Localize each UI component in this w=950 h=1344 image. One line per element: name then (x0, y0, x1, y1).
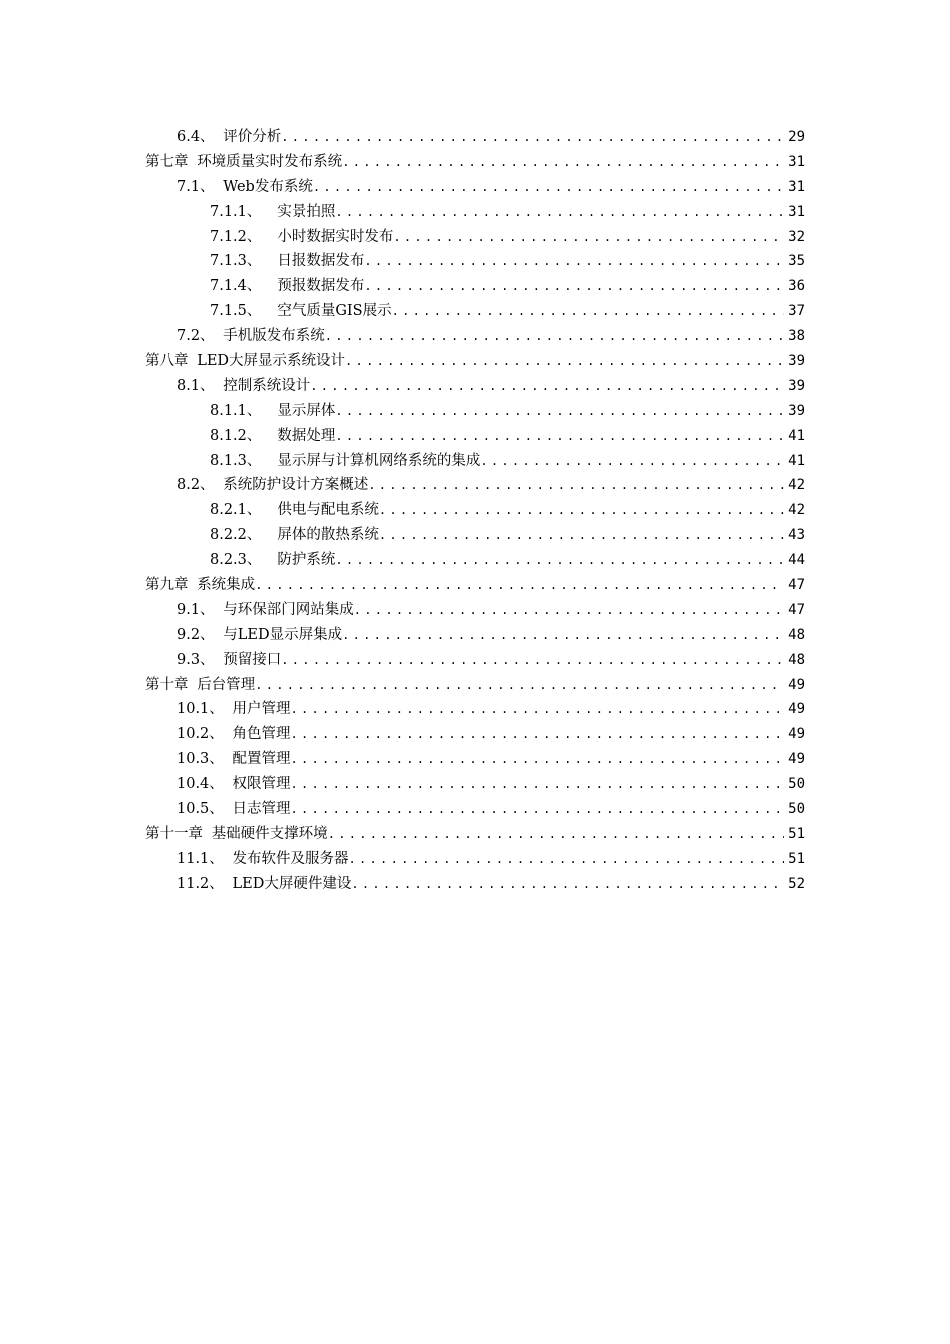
toc-dot-leader (351, 872, 784, 897)
toc-dot-leader (325, 324, 784, 349)
toc-entry-number: 6.4、 (177, 129, 215, 145)
toc-entry-number: 7.1.5、 (210, 303, 262, 320)
toc-entry[interactable] (0, 623, 950, 648)
toc-entry[interactable] (0, 847, 950, 872)
toc-entry[interactable] (0, 772, 950, 797)
toc-entry-title: 后台管理 (197, 676, 256, 693)
toc-entry-number: 8.2.2、 (210, 527, 262, 544)
toc-dot-leader (313, 175, 784, 200)
toc-entry[interactable] (0, 573, 950, 598)
toc-entry[interactable] (0, 598, 950, 623)
toc-entry[interactable] (0, 523, 950, 548)
toc-entry-number: 11.1、 (177, 850, 224, 867)
toc-entry-title: 屏体的散热系统 (277, 527, 379, 544)
toc-entry-text (210, 399, 335, 424)
toc-dot-leader (379, 523, 784, 548)
toc-page-number: 50 (788, 801, 805, 818)
toc-entry-title: 权限管理 (232, 776, 291, 793)
toc-entry[interactable] (0, 274, 950, 299)
toc-entry-number: 第九章 (145, 577, 189, 594)
toc-page-number: 32 (788, 228, 805, 245)
toc-page-number: 51 (788, 825, 805, 842)
table-of-contents (0, 125, 950, 897)
toc-page-number: 47 (788, 601, 805, 618)
toc-entry-title: Web发布系统 (223, 178, 313, 195)
toc-page-number: 39 (788, 353, 805, 370)
toc-entry-number: 8.1.2、 (210, 427, 262, 444)
toc-entry-number: 9.2、 (177, 626, 215, 643)
toc-dot-leader (281, 648, 784, 673)
toc-entry[interactable] (0, 374, 950, 399)
toc-entry-text (210, 523, 379, 548)
toc-entry-text (177, 473, 368, 498)
toc-page-number: 39 (788, 402, 805, 419)
toc-entry[interactable] (0, 200, 950, 225)
toc-page-number: 49 (788, 676, 805, 693)
toc-entry-title: 日报数据发布 (277, 253, 365, 270)
toc-entry-text (177, 722, 290, 747)
toc-entry-text (177, 872, 351, 897)
toc-entry[interactable] (0, 424, 950, 449)
toc-entry-text (210, 498, 379, 523)
toc-entry-text (177, 125, 281, 150)
toc-page-number: 31 (788, 178, 805, 195)
toc-dot-leader (290, 772, 784, 797)
toc-entry-number: 7.1.4、 (210, 278, 262, 295)
toc-entry[interactable] (0, 722, 950, 747)
toc-entry-title: 手机版发布系统 (223, 328, 325, 345)
toc-entry-title: 数据处理 (277, 427, 336, 444)
toc-entry-number: 9.1、 (177, 601, 215, 618)
toc-entry-text (145, 822, 328, 847)
toc-entry-title: 与环保部门网站集成 (223, 601, 354, 618)
toc-entry[interactable] (0, 673, 950, 698)
toc-entry-title: 用户管理 (232, 701, 291, 718)
toc-dot-leader (342, 623, 784, 648)
toc-entry[interactable] (0, 349, 950, 374)
toc-entry-number: 8.2.3、 (210, 552, 262, 569)
toc-entry-title: 空气质量GIS展示 (277, 303, 392, 320)
toc-entry[interactable] (0, 498, 950, 523)
toc-entry-number: 第七章 (145, 153, 189, 170)
toc-page-number: 31 (788, 153, 805, 170)
toc-page-number: 51 (788, 850, 805, 867)
toc-entry-text (177, 648, 281, 673)
toc-entry-number: 10.4、 (177, 776, 224, 793)
toc-page-number: 44 (788, 552, 805, 569)
toc-entry-title: 系统防护设计方案概述 (223, 477, 369, 494)
toc-page-number: 39 (788, 377, 805, 394)
toc-entry-number: 第十章 (145, 676, 189, 693)
toc-page-number: 42 (788, 502, 805, 519)
toc-entry[interactable] (0, 449, 950, 474)
toc-entry-title: LED大屏硬件建设 (232, 875, 352, 892)
toc-page-number: 38 (788, 328, 805, 345)
toc-dot-leader (335, 200, 784, 225)
toc-entry-number: 7.2、 (177, 328, 215, 345)
toc-dot-leader (290, 797, 784, 822)
toc-entry-text (210, 249, 364, 274)
toc-entry-title: 基础硬件支撑环境 (211, 825, 328, 842)
toc-entry-text (210, 200, 335, 225)
toc-page-number: 47 (788, 577, 805, 594)
toc-page-number: 49 (788, 726, 805, 743)
toc-dot-leader (290, 697, 784, 722)
toc-entry-title: 防护系统 (277, 552, 336, 569)
toc-entry[interactable] (0, 797, 950, 822)
toc-page-number: 29 (788, 129, 805, 145)
toc-entry[interactable] (0, 324, 950, 349)
toc-entry-title: 显示屏与计算机网络系统的集成 (277, 452, 481, 469)
toc-page-number: 41 (788, 452, 805, 469)
toc-entry-text (177, 598, 354, 623)
toc-entry-text (177, 847, 348, 872)
toc-entry[interactable] (0, 822, 950, 847)
toc-entry-number: 9.3、 (177, 651, 215, 668)
toc-entry[interactable] (0, 249, 950, 274)
toc-page-number: 41 (788, 427, 805, 444)
toc-entry-number: 10.2、 (177, 726, 224, 743)
toc-entry-title: 评价分析 (223, 129, 282, 145)
toc-entry-title: 预留接口 (223, 651, 282, 668)
toc-entry-title: 小时数据实时发布 (277, 228, 394, 245)
toc-entry[interactable] (0, 150, 950, 175)
toc-entry-number: 8.2.1、 (210, 502, 262, 519)
toc-entry-text (177, 175, 313, 200)
toc-dot-leader (354, 598, 784, 623)
toc-entry-text (210, 548, 335, 573)
toc-dot-leader (290, 722, 784, 747)
toc-page-number: 37 (788, 303, 805, 320)
toc-page-number: 52 (788, 875, 805, 892)
toc-entry[interactable] (0, 225, 950, 250)
toc-entry-title: 日志管理 (232, 801, 291, 818)
toc-dot-leader (348, 847, 784, 872)
toc-entry-number: 8.1、 (177, 377, 215, 394)
toc-entry-number: 7.1.2、 (210, 228, 262, 245)
toc-entry-text (177, 772, 290, 797)
toc-entry-text (210, 225, 393, 250)
toc-entry-number: 第八章 (145, 353, 189, 370)
toc-entry-text (177, 747, 290, 772)
toc-entry[interactable] (0, 747, 950, 772)
toc-entry-text (210, 449, 480, 474)
toc-dot-leader (364, 274, 784, 299)
toc-entry-text (145, 150, 342, 175)
toc-entry-title: LED大屏显示系统设计 (197, 353, 346, 370)
toc-entry-number: 8.1.3、 (210, 452, 262, 469)
toc-dot-leader (290, 747, 784, 772)
toc-dot-leader (281, 125, 784, 150)
toc-entry[interactable] (0, 648, 950, 673)
toc-entry-text (145, 349, 345, 374)
toc-dot-leader (345, 349, 784, 374)
toc-entry-number: 10.1、 (177, 701, 224, 718)
toc-page-number: 49 (788, 751, 805, 768)
toc-entry-number: 10.3、 (177, 751, 224, 768)
toc-page-number: 48 (788, 626, 805, 643)
toc-entry-title: 配置管理 (232, 751, 291, 768)
toc-entry-number: 11.2、 (177, 875, 224, 892)
toc-page-number: 31 (788, 203, 805, 220)
toc-entry-number: 7.1.3、 (210, 253, 262, 270)
toc-dot-leader (480, 449, 784, 474)
toc-entry-text (210, 424, 335, 449)
toc-entry-title: 环境质量实时发布系统 (197, 153, 343, 170)
toc-page-number: 36 (788, 278, 805, 295)
toc-dot-leader (328, 822, 784, 847)
toc-entry-title: 与LED显示屏集成 (223, 626, 343, 643)
toc-entry[interactable] (0, 548, 950, 573)
toc-entry-title: 角色管理 (232, 726, 291, 743)
toc-entry-title: 实景拍照 (277, 203, 336, 220)
toc-page-number: 42 (788, 477, 805, 494)
toc-dot-leader (364, 249, 784, 274)
toc-dot-leader (392, 299, 784, 324)
toc-entry-text (210, 299, 392, 324)
toc-page-number: 48 (788, 651, 805, 668)
toc-entry-title: 预报数据发布 (277, 278, 365, 295)
toc-entry-text (177, 623, 342, 648)
toc-entry-title: 显示屏体 (277, 402, 336, 419)
toc-entry-number: 10.5、 (177, 801, 224, 818)
toc-dot-leader (335, 548, 784, 573)
toc-dot-leader (393, 225, 784, 250)
toc-entry-text (210, 274, 364, 299)
toc-entry-number: 8.1.1、 (210, 402, 262, 419)
toc-entry-text (145, 673, 255, 698)
toc-entry-text (177, 797, 290, 822)
toc-entry-text (177, 697, 290, 722)
toc-dot-leader (255, 673, 784, 698)
toc-page-number: 50 (788, 776, 805, 793)
toc-entry[interactable] (0, 299, 950, 324)
toc-entry-title: 控制系统设计 (223, 377, 311, 394)
toc-dot-leader (255, 573, 784, 598)
toc-dot-leader (342, 150, 784, 175)
toc-dot-leader (379, 498, 784, 523)
toc-page-number: 35 (788, 253, 805, 270)
toc-entry[interactable] (0, 473, 950, 498)
toc-entry-text (145, 573, 255, 598)
toc-dot-leader (335, 399, 784, 424)
toc-entry-number: 7.1、 (177, 178, 215, 195)
toc-entry-title: 供电与配电系统 (277, 502, 379, 519)
toc-entry-text (177, 374, 310, 399)
toc-entry-title: 发布软件及服务器 (232, 850, 349, 867)
toc-dot-leader (368, 473, 784, 498)
toc-entry-title: 系统集成 (197, 577, 256, 594)
toc-dot-leader (310, 374, 784, 399)
toc-entry[interactable] (0, 175, 950, 200)
toc-entry-number: 第十一章 (145, 825, 203, 842)
toc-entry-number: 8.2、 (177, 477, 215, 494)
toc-entry[interactable] (0, 872, 950, 897)
toc-entry[interactable] (0, 125, 950, 150)
toc-page-number: 43 (788, 527, 805, 544)
toc-entry[interactable] (0, 697, 950, 722)
toc-entry-text (177, 324, 325, 349)
toc-entry[interactable] (0, 399, 950, 424)
toc-dot-leader (335, 424, 784, 449)
toc-page-number: 49 (788, 701, 805, 718)
toc-entry-number: 7.1.1、 (210, 203, 262, 220)
